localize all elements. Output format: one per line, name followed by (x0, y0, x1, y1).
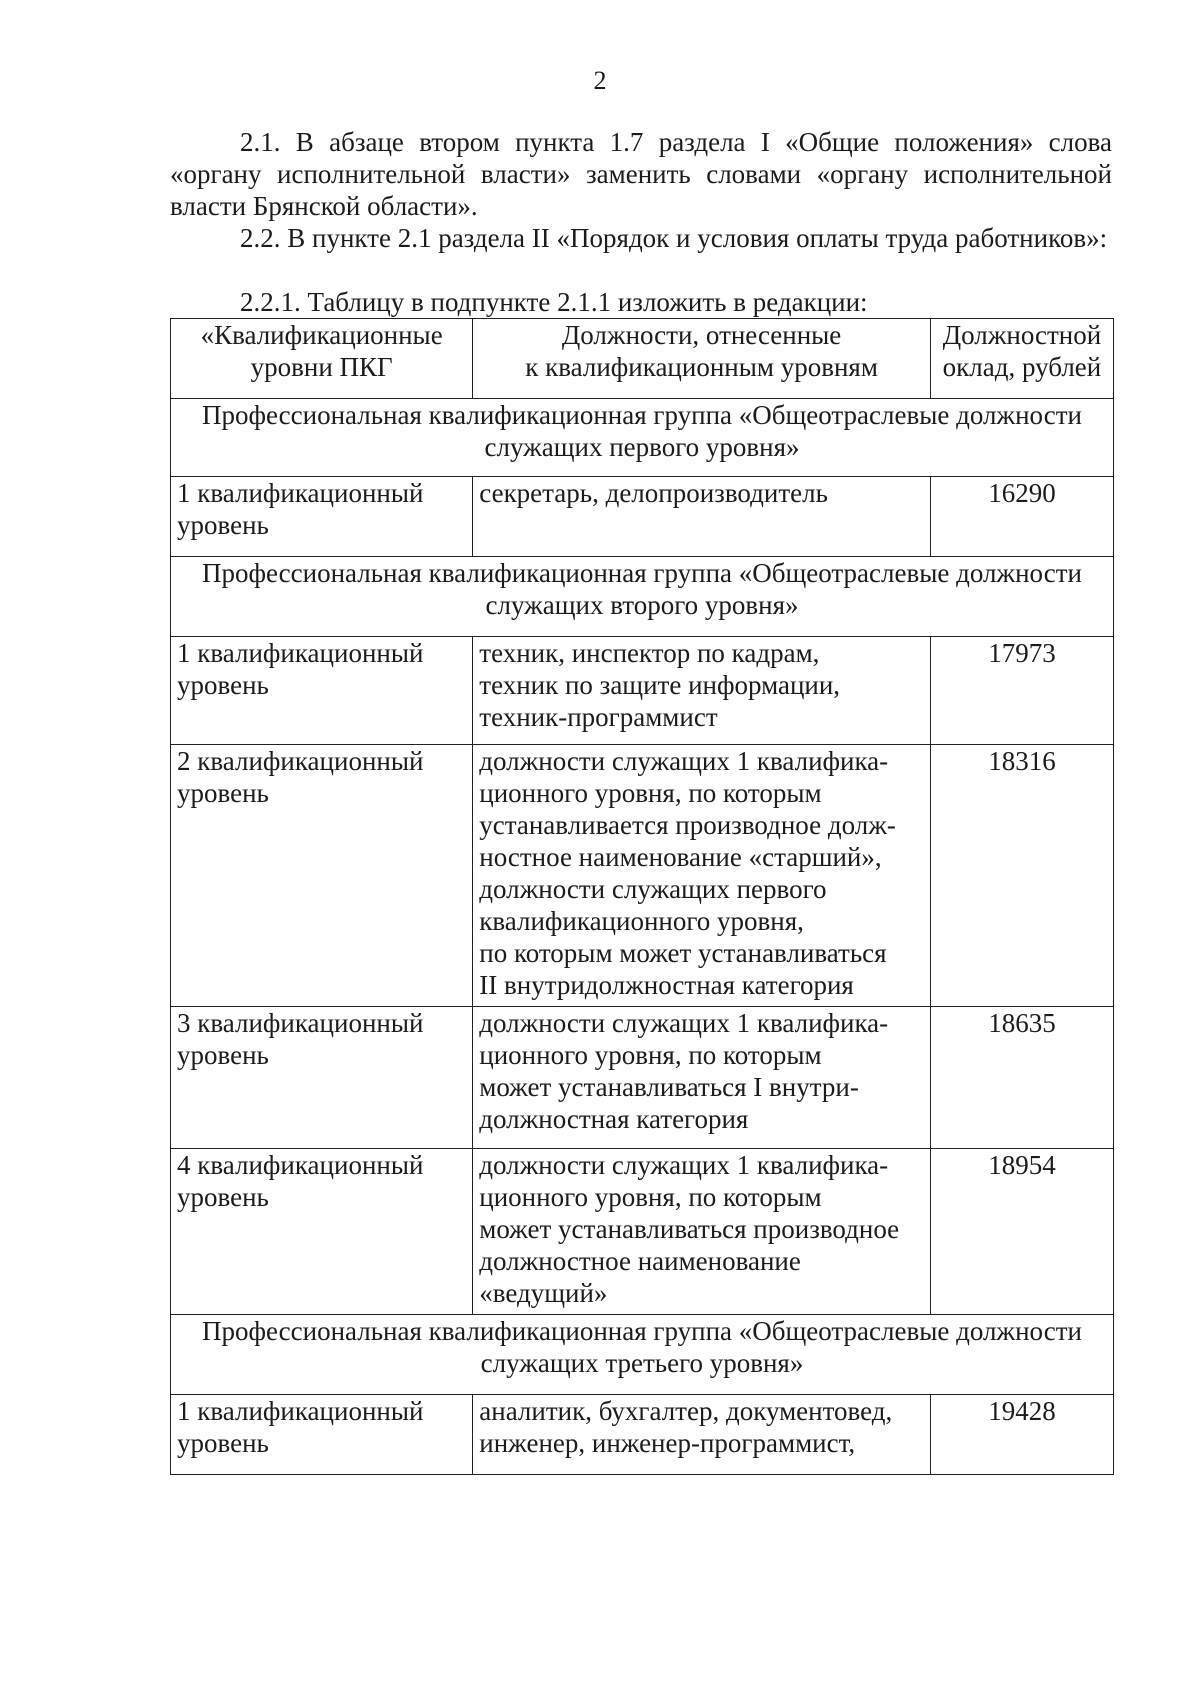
qualification-salary-table (170, 318, 1114, 1475)
salary-cell: 17973 (930, 637, 1113, 745)
group-row (171, 1315, 1114, 1395)
header-levels: «Квалификационные уровни ПКГ (171, 319, 473, 399)
positions-cell: должности служащих 1 квалифика- ционного уровня, по которым может устанавливаться производное должностное наименование «ведущий» (473, 1149, 931, 1315)
level-cell: 1 квалификационный уровень (171, 637, 473, 745)
level-cell: 3 квалификационный уровень (171, 1007, 473, 1149)
salary-cell: 18954 (930, 1149, 1113, 1315)
group-row (171, 557, 1114, 637)
table-row (171, 1149, 1114, 1315)
header-salary: Должностной оклад, рублей (930, 319, 1113, 399)
group-title: Профессиональная квалификационная группа «Общеотраслевые должности служащих первого уровня» (171, 399, 1114, 477)
level-cell: 2 квалификационный уровень (171, 745, 473, 1007)
positions-cell: должности служащих 1 квалифика- ционного уровня, по которым устанавливается производное долж- ностное наименование «старший», должности служащих первого квалификационного уровня, по которым может устанавливаться II внутридолжностная категория (473, 745, 931, 1007)
group-title: Профессиональная квалификационная группа «Общеотраслевые должности служащих третьего уровня» (171, 1315, 1114, 1395)
page-number: 2 (593, 66, 607, 95)
table-row (171, 745, 1114, 1007)
table-row (171, 477, 1114, 557)
salary-cell: 18316 (930, 745, 1113, 1007)
positions-cell: техник, инспектор по кадрам, техник по защите информации, техник-программист (473, 637, 931, 745)
paragraph-2-2-1: 2.2.1. Таблицу в подпункте 2.1.1 изложить в редакции: (240, 287, 868, 317)
header-positions: Должности, отнесенные к квалификационным уровням (473, 319, 931, 399)
paragraph-2-2: 2.2. В пункте 2.1 раздела II «Порядок и условия оплаты труда работников»: (240, 223, 1108, 253)
table-row (171, 1395, 1114, 1475)
group-row (171, 399, 1114, 477)
table-row (171, 1007, 1114, 1149)
level-cell: 1 квалификационный уровень (171, 477, 473, 557)
level-cell: 1 квалификационный уровень (171, 1395, 473, 1475)
level-cell: 4 квалификационный уровень (171, 1149, 473, 1315)
paragraph-2-1: 2.1. В абзаце втором пункта 1.7 раздела I «Общие положения» слова «органу исполнительной власти» заменить словами «органу исполнительной власти Брянской области». (170, 127, 1112, 221)
salary-cell: 16290 (930, 477, 1113, 557)
salary-cell: 18635 (930, 1007, 1113, 1149)
table-header-row (171, 319, 1114, 399)
positions-cell: аналитик, бухгалтер, документовед, инженер, инженер-программист, (473, 1395, 931, 1475)
group-title: Профессиональная квалификационная группа «Общеотраслевые должности служащих второго уровня» (171, 557, 1114, 637)
positions-cell: должности служащих 1 квалифика- ционного уровня, по которым может устанавливаться I внутри- должностная категория (473, 1007, 931, 1149)
salary-cell: 19428 (930, 1395, 1113, 1475)
table-row (171, 637, 1114, 745)
positions-cell: секретарь, делопроизводитель (473, 477, 931, 557)
